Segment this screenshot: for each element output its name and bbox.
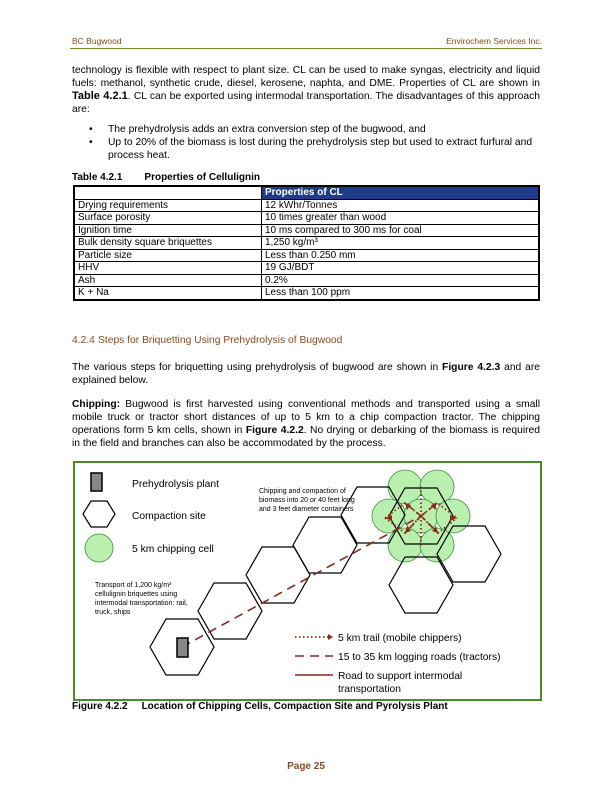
property-name: Ignition time xyxy=(74,224,262,237)
steps-intro-text-a: The various steps for briquetting using prehydrolysis of bugwood are shown in xyxy=(72,362,443,373)
disadvantages-list xyxy=(72,123,540,162)
intro-text-b: . CL can be exported using intermodal transportation. The disadvantages of this approach are: xyxy=(72,91,541,115)
page-number: Page 25 xyxy=(287,761,325,772)
property-name: Particle size xyxy=(74,249,262,262)
legend-plant-label: Prehydrolysis plant xyxy=(132,479,219,490)
steps-intro-text-b: and are explained below. xyxy=(72,362,540,386)
section-heading xyxy=(72,335,342,346)
figure-ref: Figure 4.2.3 xyxy=(442,362,501,373)
chipping-text-a: Bugwood is first harvested using conventional methods and transported using a small mobile truck or tractor short distances of up to 5 km to a chip compaction tractor. The chipping operations form 5 km cells, shown in xyxy=(72,399,540,436)
chipping-text-b: . No drying or debarking of the biomass is required in the field and branches can also be accommodated by the process. xyxy=(72,425,540,449)
chipping-paragraph xyxy=(72,398,540,450)
header-rule xyxy=(70,48,542,49)
property-name: HHV xyxy=(74,262,262,275)
figure-ref: Figure 4.2.2 xyxy=(245,425,304,436)
property-value: Less than 100 ppm xyxy=(262,287,540,300)
table-header: Properties of CL xyxy=(262,186,540,199)
table-header-blank xyxy=(74,186,262,199)
figure-caption-title: Location of Chipping Cells, Compaction Site and Pyrolysis Plant xyxy=(141,701,448,712)
intro-text-a: technology is flexible with respect to plant size. CL can be used to make syngas, electricity and liquid fuels: methanol, synthetic crude, diesel, kerosene, naphta, and DME. Properties of CL are shown in xyxy=(72,65,540,89)
table-row xyxy=(74,224,539,237)
list-item: • Up to 20% of the biomass is lost during the prehydrolysis step but used to extract furfural and process heat. xyxy=(72,136,540,162)
compaction-site-icon xyxy=(83,501,115,527)
property-value: Less than 0.250 mm xyxy=(262,249,540,262)
chipping-cell-icon xyxy=(85,534,113,562)
legend-cell-label: 5 km chipping cell xyxy=(132,544,214,555)
property-value: 19 GJ/BDT xyxy=(262,262,540,275)
property-value: 1,250 kg/m³ xyxy=(262,237,540,250)
intro-paragraph xyxy=(72,64,540,116)
trail-legend-arrow xyxy=(328,634,333,640)
table-row xyxy=(74,237,539,250)
property-value: 10 ms compared to 300 ms for coal xyxy=(262,224,540,237)
prehydrolysis-plant-marker xyxy=(177,638,188,657)
logging-legend-label: 15 to 35 km logging roads (tractors) xyxy=(338,652,501,663)
road-legend-label: Road to support intermodal xyxy=(338,671,463,682)
table-row xyxy=(74,212,539,225)
table-row xyxy=(74,199,539,212)
table-row xyxy=(74,287,539,300)
property-value: 10 times greater than wood xyxy=(262,212,540,225)
section-title: Steps for Briquetting Using Prehydrolysis of Bugwood xyxy=(98,335,343,346)
road-legend-label: transportation xyxy=(338,684,401,695)
chipping-label: Chipping: xyxy=(72,399,121,410)
property-value: 12 kWhr/Tonnes xyxy=(262,199,540,212)
section-number: 4.2.4 xyxy=(72,335,95,346)
steps-intro-paragraph xyxy=(72,361,540,387)
table-header-row xyxy=(74,186,539,199)
property-name: Drying requirements xyxy=(74,199,262,212)
table-row xyxy=(74,249,539,262)
note-chipping-line: Chipping and compaction of xyxy=(259,488,346,495)
property-name: Ash xyxy=(74,274,262,287)
figure-caption xyxy=(72,701,448,712)
note-transport-line: intermodal transportation: rail, xyxy=(95,600,188,607)
table-row xyxy=(74,274,539,287)
table-caption xyxy=(72,172,260,183)
table-caption-number: Table 4.2.1 xyxy=(72,172,123,183)
property-name: Surface porosity xyxy=(74,212,262,225)
list-item: • The prehydrolysis adds an extra conversion step of the bugwood, and xyxy=(72,123,540,136)
table-row xyxy=(74,262,539,275)
figure-frame xyxy=(73,461,542,701)
note-transport-line: truck, ships xyxy=(95,609,131,616)
note-chipping-line: and 3 feet diameter containers xyxy=(259,506,354,513)
property-value: 0.2% xyxy=(262,274,540,287)
properties-table xyxy=(73,185,540,301)
compaction-site-hex xyxy=(198,583,262,639)
property-name: Bulk density square briquettes xyxy=(74,237,262,250)
note-transport-line: cellulignin briquettes using xyxy=(95,591,178,598)
note-transport-line: Transport of 1,200 kg/m³ xyxy=(95,582,172,589)
property-name: K + Na xyxy=(74,287,262,300)
legend-compaction-label: Compaction site xyxy=(132,511,206,522)
prehydrolysis-plant-icon xyxy=(91,473,102,491)
header-right: Envirochem Services Inc. xyxy=(446,36,542,46)
table-ref: Table 4.2.1 xyxy=(72,90,128,102)
trail-legend-label: 5 km trail (mobile chippers) xyxy=(338,633,462,644)
table-caption-title: Properties of Cellulignin xyxy=(144,172,260,183)
header-left: BC Bugwood xyxy=(72,36,122,46)
figure-caption-number: Figure 4.2.2 xyxy=(72,701,128,712)
figure-diagram xyxy=(75,463,540,699)
note-chipping-line: biomass into 20 or 40 feet long xyxy=(259,497,355,504)
